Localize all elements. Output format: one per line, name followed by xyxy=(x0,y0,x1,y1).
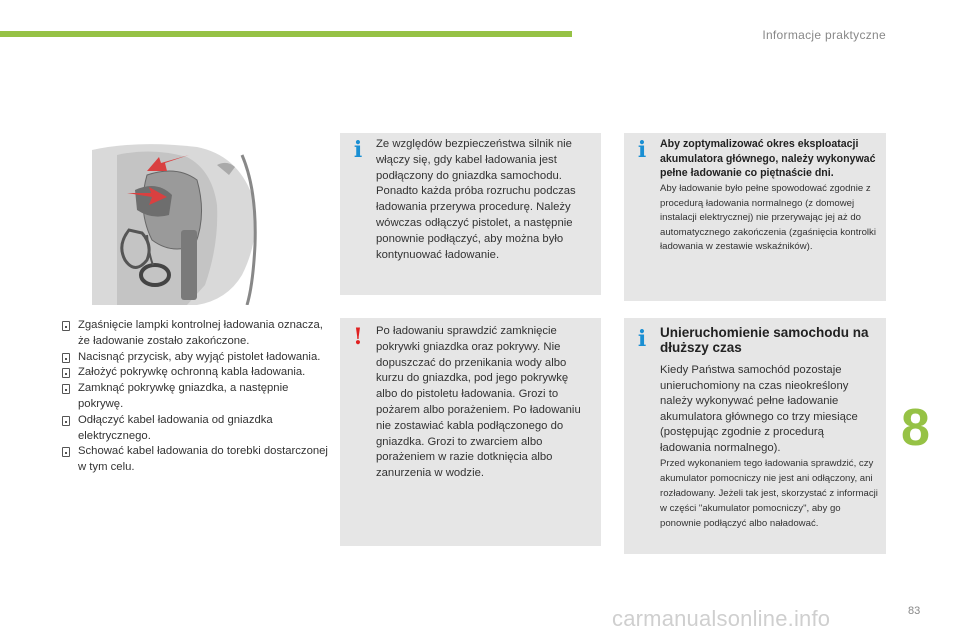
battery-tip-text: Aby ładowanie było pełne spowodować zgodnie z procedurą ładowania normalnego (z domowej instalacji elektrycznej) nie przerywając jej aż do automatycznego zakończenia (zgaśnięcia kontrolki ładowania w zestawie wskaźników). xyxy=(660,183,876,253)
battery-tip-bold: Aby zoptymalizować okres eksploatacji akumulatora głównego, należy wykonywać pełne ładowanie co piętnaście dni. xyxy=(660,138,876,180)
list-item: Nacisnąć przycisk, aby wyjąć pistolet ładowania. xyxy=(62,350,332,366)
charging-gun-illustration xyxy=(77,135,287,305)
header-accent-bar xyxy=(0,31,572,37)
info-icon: i xyxy=(637,326,647,352)
info-icon: i xyxy=(637,137,647,163)
list-item: Zgaśnięcie lampki kontrolnej ładowania oznacza, że ładowanie zostało zakończone. xyxy=(62,318,332,350)
safety-info-box xyxy=(340,133,601,295)
warning-icon: ! xyxy=(353,324,363,350)
section-title: Informacje praktyczne xyxy=(762,28,886,42)
info-icon: i xyxy=(353,137,363,163)
storage-text-1: Kiedy Państwa samochód pozostaje unieruchomiony na czas nieokreślony należy wykonywać pełne ładowanie akumulatora głównego co trzy miesiące (postępując zgodnie z procedurą ładowania normalnego). xyxy=(660,364,858,454)
chapter-number: 8 xyxy=(901,399,930,457)
long-term-storage-box xyxy=(624,318,886,554)
storage-text-2: Przed wykonaniem tego ładowania sprawdzić, czy akumulator pomocniczy nie jest ani odłączony, ani rozładowany. Jeżeli tak jest, skorzystać z informacji w części "akumulator pomocniczy", aby go ponownie podłączyć albo naładować. xyxy=(660,458,878,530)
storage-heading: Unieruchomienie samochodu na dłuższy czas xyxy=(660,325,869,355)
bullet-icon xyxy=(62,384,70,394)
list-item: Schować kabel ładowania do torebki dostarczonej w tym celu. xyxy=(62,444,332,476)
warning-text: Po ładowaniu sprawdzić zamknięcie pokrywki gniazdka oraz pokrywy. Nie dopuszczać do przenikania wody albo kurzu do gniazdka, pod jego pokrywkę albo do pistoletu ładowania. Grozi to pożarem albo porażeniem. Po ładowaniu nie zostawiać kabla podłączonego do gniazdka. Grozi to zwarciem albo porażeniem w razie dotknięcia albo zanurzenia w wodzie. xyxy=(376,325,581,480)
bullet-icon xyxy=(62,368,70,378)
list-item: Zamknąć pokrywkę gniazdka, a następnie pokrywę. xyxy=(62,381,332,413)
battery-tip-box xyxy=(624,133,886,301)
page-number: 83 xyxy=(908,605,921,617)
list-item: Odłączyć kabel ładowania od gniazdka elektrycznego. xyxy=(62,413,332,445)
warning-box xyxy=(340,318,601,546)
bullet-icon xyxy=(62,353,70,363)
bullet-icon xyxy=(62,321,70,331)
list-item: Założyć pokrywkę ochronną kabla ładowania. xyxy=(62,365,332,381)
safety-info-text: Ze względów bezpieczeństwa silnik nie włączy się, gdy kabel ładowania jest podłączony do gniazdka samochodu. Ponadto każda próba rozruchu podczas ładowania przerywa procedurę. Należy wówczas odłączyć pistolet, a następnie ponownie podłączyć, aby można było kontynuować ładowanie. xyxy=(376,138,576,261)
bullet-icon xyxy=(62,447,70,457)
instruction-list xyxy=(62,318,332,476)
bullet-icon xyxy=(62,416,70,426)
footer-watermark: carmanualsonline.info xyxy=(612,606,831,631)
